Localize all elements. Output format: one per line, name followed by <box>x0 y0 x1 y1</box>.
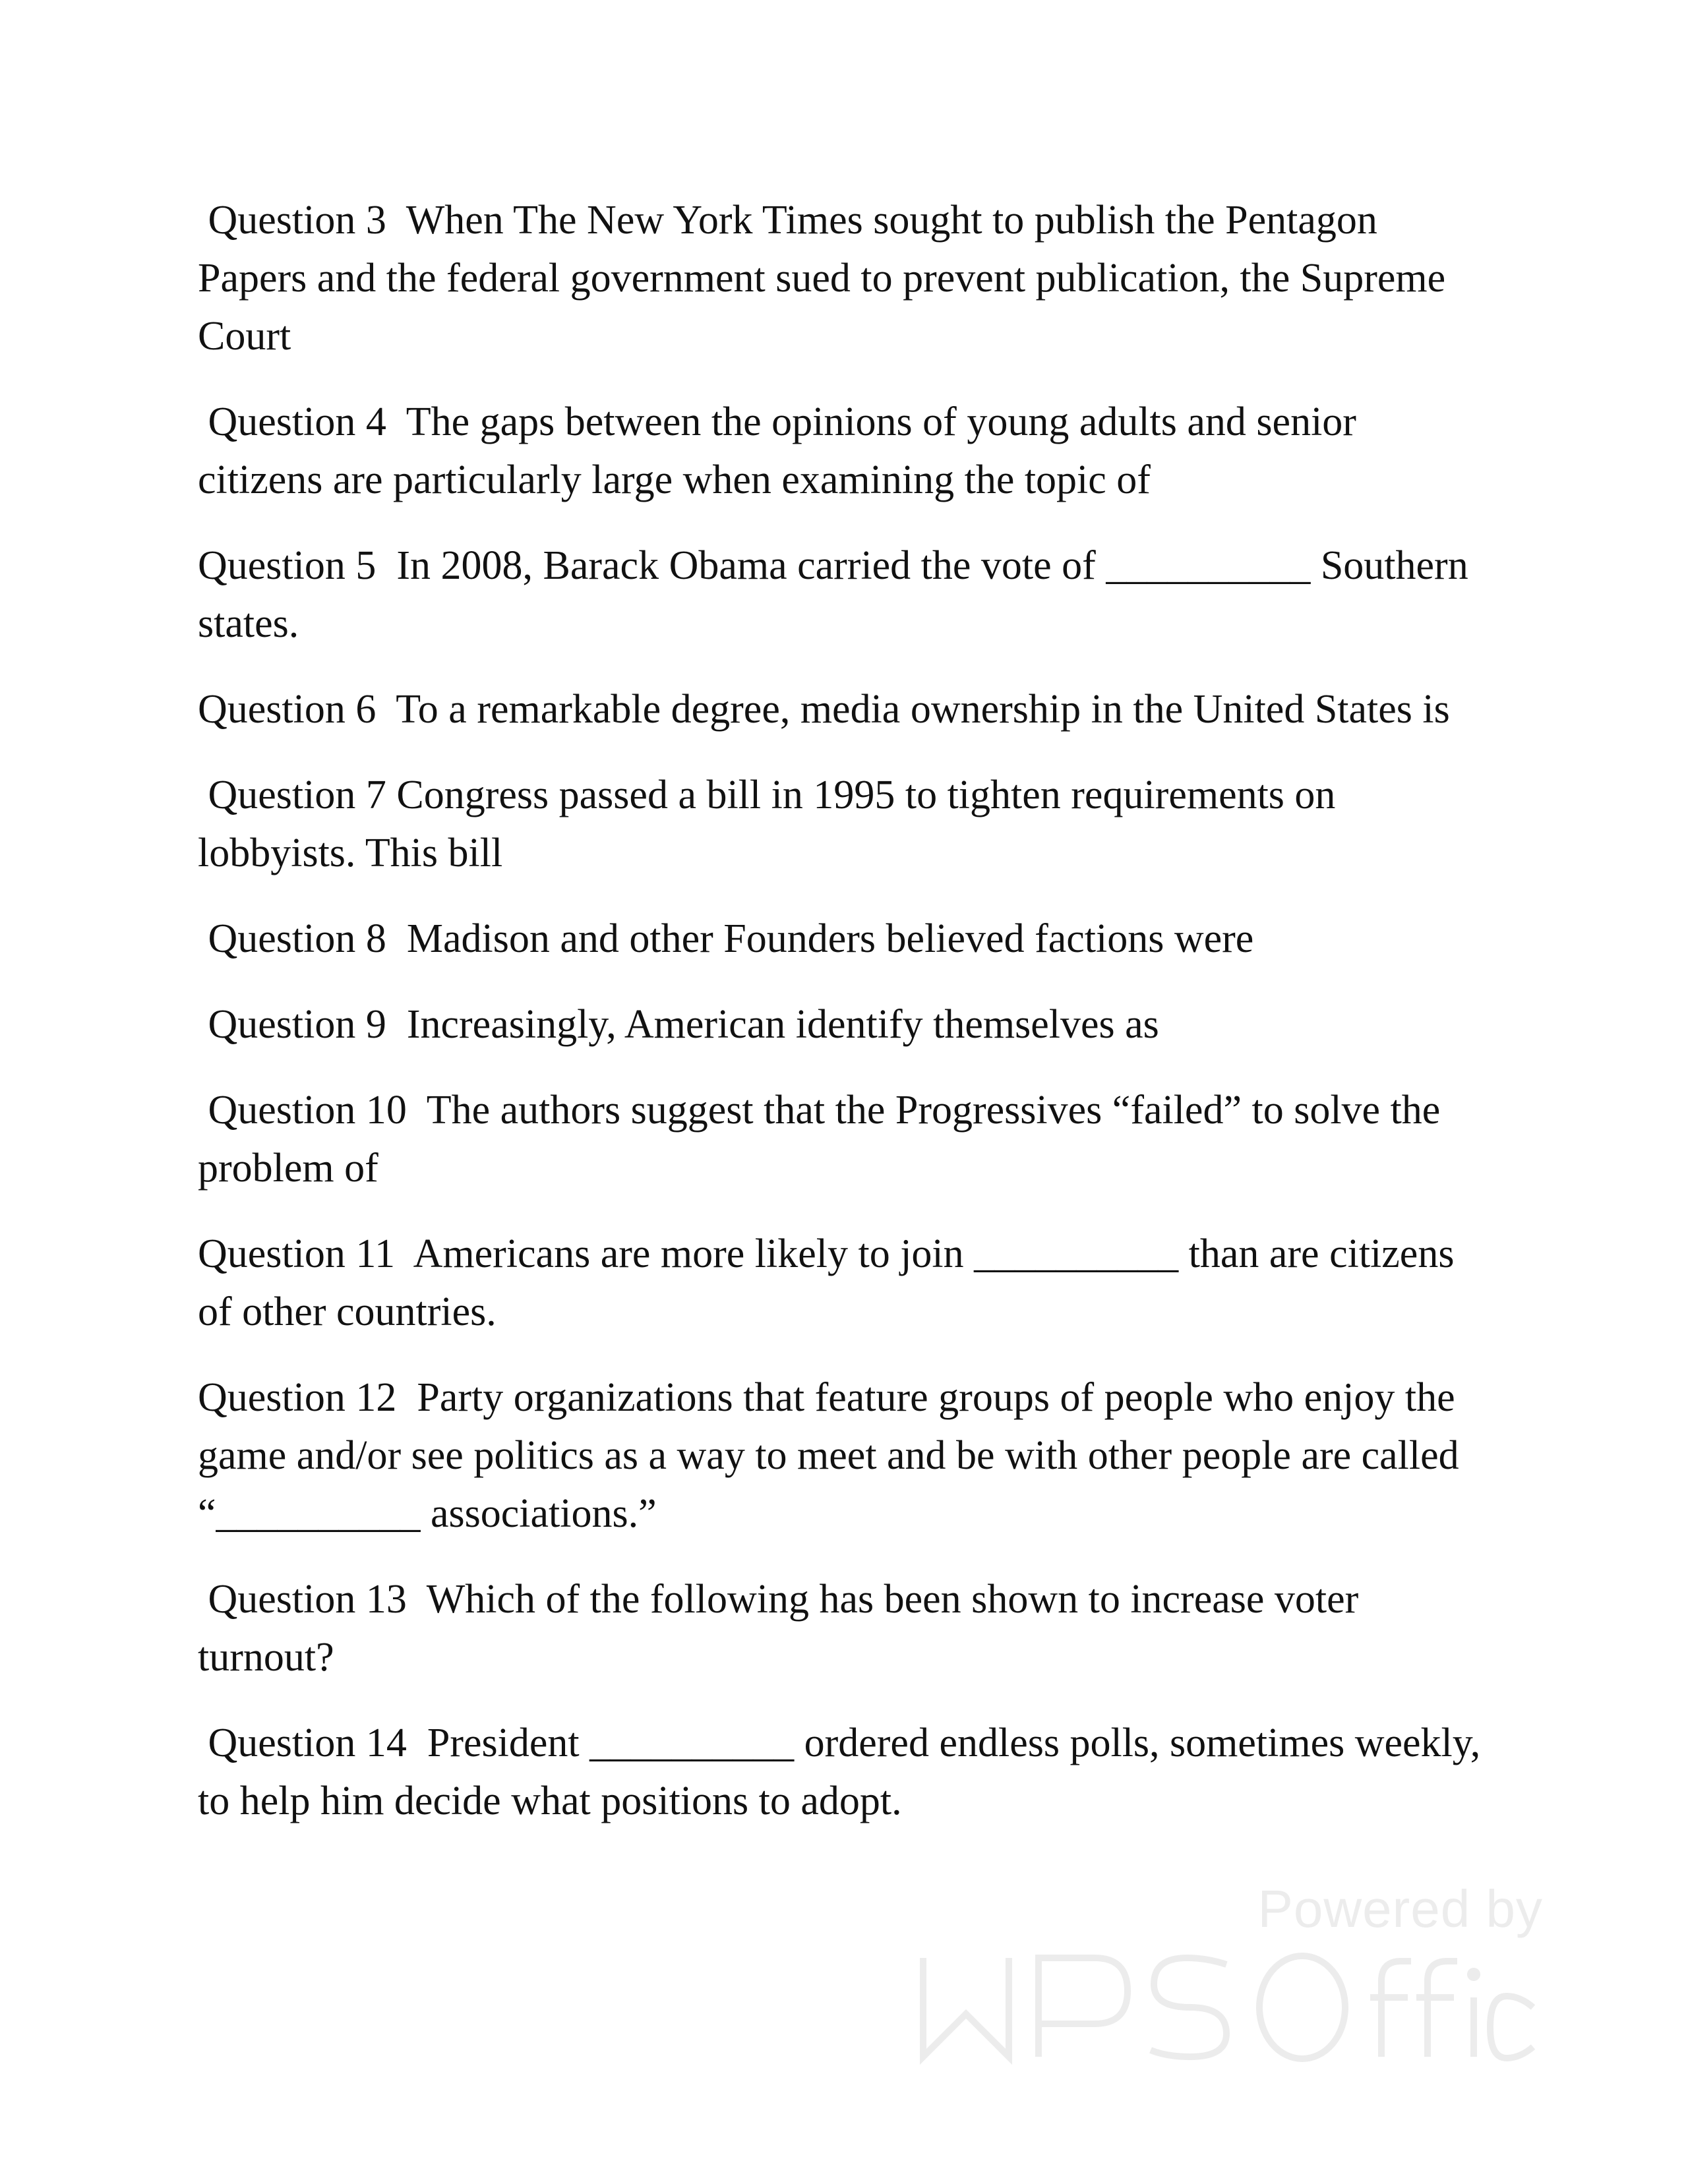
question-11: Question 11 Americans are more likely to join __________ than are citizens of other countries. <box>198 1231 1464 1334</box>
question-7: Question 7 Congress passed a bill in 1995 to tighten requirements on lobbyists. This bill <box>198 773 1346 875</box>
question-14: Question 14 President __________ ordered endless polls, sometimes weekly, to help him decide what positions to adopt. <box>198 1721 1491 1823</box>
watermark-powered-by: Powered by <box>1257 1879 1543 1938</box>
question-12: Question 12 Party organizations that feature groups of people who enjoy the game and/or see politics as a way to meet and be with other people are called “__________ associations.” <box>198 1375 1470 1536</box>
question-10: Question 10 The authors suggest that the Progressives “failed” to solve the problem of <box>198 1088 1451 1191</box>
question-3: Question 3 When The New York Times sought to publish the Pentagon Papers and the federal government sued to prevent publication, the Supreme Court <box>198 198 1456 359</box>
question-9: Question 9 Increasingly, American identify themselves as <box>198 1002 1159 1047</box>
wps-office-logo-icon <box>917 1945 1543 2070</box>
question-8: Question 8 Madison and other Founders believed factions were <box>198 916 1254 961</box>
question-5: Question 5 In 2008, Barack Obama carried the vote of __________ Southern states. <box>198 543 1479 646</box>
wps-watermark <box>917 1879 1543 2070</box>
question-4: Question 4 The gaps between the opinions of young adults and senior citizens are particularly large when examining the topic of <box>198 399 1367 502</box>
document-page <box>198 191 1490 1858</box>
question-13: Question 13 Which of the following has been shown to increase voter turnout? <box>198 1577 1369 1680</box>
question-6: Question 6 To a remarkable degree, media ownership in the United States is <box>198 687 1450 732</box>
